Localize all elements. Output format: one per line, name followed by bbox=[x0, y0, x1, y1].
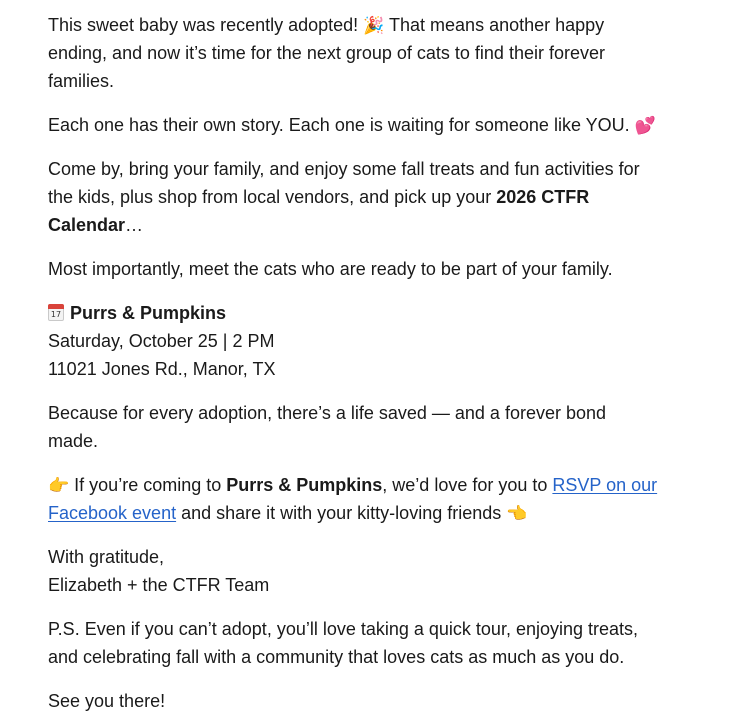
invite-text-start: Come by, bring your family, and enjoy some fall treats and fun activities for the kids, plus shop from local vendors, and pick up your bbox=[48, 159, 640, 207]
event-details bbox=[48, 299, 660, 383]
intro-text-end: That means another happy ending, and now it’s time for the next group of cats to find their forever families. bbox=[48, 15, 605, 91]
rsvp-event-name: Purrs & Pumpkins bbox=[226, 475, 383, 495]
rsvp-text-start: If you’re coming to bbox=[69, 475, 227, 495]
two-hearts-icon: 💕 bbox=[634, 116, 656, 135]
event-address: 11021 Jones Rd., Manor, TX bbox=[48, 359, 276, 379]
invite-text-end: … bbox=[125, 215, 144, 235]
story-paragraph bbox=[48, 111, 660, 139]
invite-paragraph bbox=[48, 155, 660, 239]
rsvp-facebook-link[interactable]: RSVP on our Facebook event bbox=[48, 475, 658, 523]
adoption-paragraph: Because for every adoption, there’s a life saved — and a forever bond made. bbox=[48, 403, 607, 451]
calendar-product-name: 2026 CTFR Calendar bbox=[48, 187, 590, 235]
calendar-icon bbox=[48, 304, 64, 321]
signoff-greeting: With gratitude, bbox=[48, 547, 165, 567]
closing-line: See you there! bbox=[48, 691, 166, 711]
pointing-right-icon: 👉 bbox=[48, 476, 70, 495]
signoff-signature: Elizabeth + the CTFR Team bbox=[48, 575, 270, 595]
rsvp-paragraph bbox=[48, 471, 660, 527]
meet-cats-paragraph: Most importantly, meet the cats who are ready to be part of your family. bbox=[48, 259, 613, 279]
rsvp-text-mid: , we’d love for you to bbox=[382, 475, 553, 495]
event-datetime: Saturday, October 25 | 2 PM bbox=[48, 331, 275, 351]
event-title-line bbox=[48, 299, 660, 327]
event-title: Purrs & Pumpkins bbox=[70, 303, 227, 323]
postscript-paragraph: P.S. Even if you can’t adopt, you’ll love taking a quick tour, enjoying treats, and celebrating fall with a community that loves cats as much as you do. bbox=[48, 619, 639, 667]
intro-paragraph bbox=[48, 11, 660, 95]
intro-text-start: This sweet baby was recently adopted! bbox=[48, 15, 364, 35]
rsvp-text-end: and share it with your kitty-loving friends bbox=[176, 503, 507, 523]
signoff bbox=[48, 543, 660, 599]
pointing-left-icon: 👈 bbox=[506, 504, 528, 523]
story-text: Each one has their own story. Each one is waiting for someone like YOU. bbox=[48, 115, 635, 135]
calendar-icon-number: 17 bbox=[50, 310, 62, 319]
party-popper-icon: 🎉 bbox=[363, 16, 385, 35]
